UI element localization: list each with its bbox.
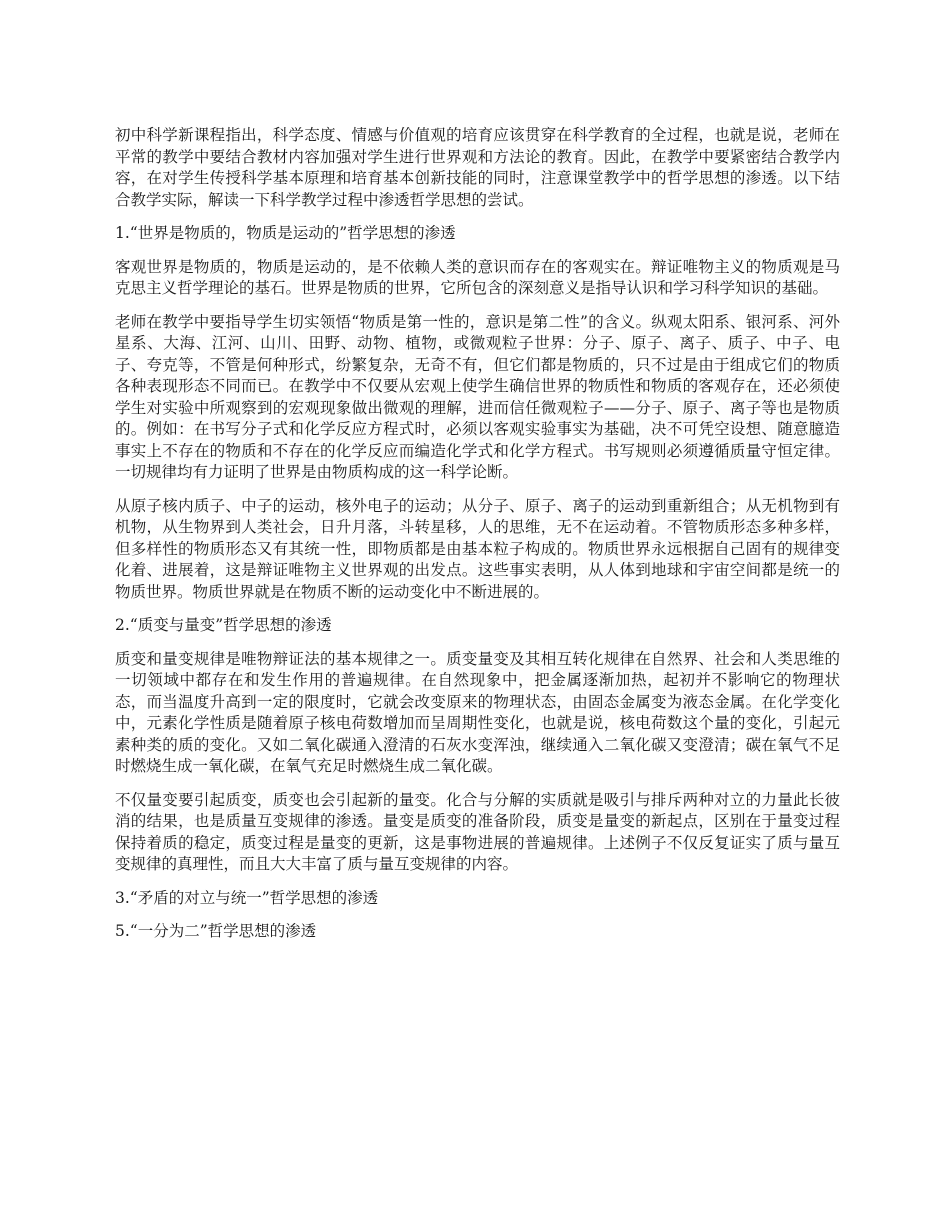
body-paragraph: 不仅量变要引起质变，质变也会引起新的量变。化合与分解的实质就是吸引与排斥两种对立的力量此长彼消的结果，也是质量互变规律的渗透。量变是质变的准备阶段，质变是量变的新起点，区别在于量变过程保持着质的稳定，质变过程是量变的更新，这是事物进展的普遍规律。上述例子不仅反复证实了质与量互变规律的真理性，而且大大丰富了质与量互变规律的内容。 <box>115 790 840 873</box>
section-heading-5: 5.“一分为二”哲学思想的渗透 <box>115 922 317 940</box>
body-paragraph: 客观世界是物质的，物质是运动的，是不依赖人类的意识而存在的客观实在。辩证唯物主义的物质观是马克思主义哲学理论的基石。世界是物质的世界，它所包含的深刻意义是指导认识和学习科学知识的基础。 <box>115 257 840 297</box>
section-heading-3: 3.“矛盾的对立与统一”哲学思想的渗透 <box>115 888 379 907</box>
body-paragraph: 质变和量变规律是唯物辩证法的基本规律之一。质变量变及其相互转化规律在自然界、社会和人类思维的一切领域中都存在和发生作用的普遍规律。在自然现象中，把金属逐渐加热，起初并不影响它的物理状态，而当温度升高到一定的限度时，它就会改变原来的物理状态，由固态金属变为液态金属。在化学变化中，元素化学性质是随着原子核电荷数增加而呈周期性变化，也就是说，核电荷数这个量的变化，引起元素种类的质的变化。又如二氧化碳通入澄清的石灰水变浑浊，继续通入二氧化碳又变澄清；碳在氧气不足时燃烧生成一氧化碳，在氧气充足时燃烧生成二氧化碳。 <box>115 649 840 775</box>
body-paragraph: 老师在教学中要指导学生切实领悟“物质是第一性的，意识是第二性”的含义。纵观太阳系、银河系、河外星系、大海、江河、山川、田野、动物、植物，或微观粒子世界：分子、原子、离子、质子、中子、电子、夸克等，不管是何种形式，纷繁复杂，无奇不有，但它们都是物质的，只不过是由于组成它们的物质各种表现形态不同而已。在教学中不仅要从宏观上使学生确信世界的物质性和物质的客观存在，还必须使学生对实验中所观察到的宏观现象做出微观的理解，进而信任微观粒子——分子、原子、离子等也是物质的。例如：在书写分子式和化学反应方程式时，必须以客观实验事实为基础，决不可凭空设想、随意臆造事实上不存在的物质和不存在的化学反应而编造化学式和化学方程式。书写规则必须遵循质量守恒定律。一切规律均有力证明了世界是由物质构成的这一科学论断。 <box>115 312 840 481</box>
section-heading-1: 1.“世界是物质的，物质是运动的”哲学思想的渗透 <box>115 224 456 242</box>
document-body <box>115 125 840 955</box>
body-paragraph: 从原子核内质子、中子的运动，核外电子的运动；从分子、原子、离子的运动到重新组合；从无机物到有机物，从生物界到人类社会，日升月落，斗转星移，人的思维，无不在运动着。不管物质形态多种多样，但多样性的物质形态又有其统一性，即物质都是由基本粒子构成的。物质世界永远根据自己固有的规律变化着、进展着，这是辩证唯物主义世界观的出发点。这些事实表明，从人体到地球和宇宙空间都是统一的物质世界。物质世界就是在物质不断的运动变化中不断进展的。 <box>115 496 840 601</box>
intro-paragraph: 初中科学新课程指出，科学态度、情感与价值观的培育应该贯穿在科学教育的全过程，也就是说，老师在平常的教学中要结合教材内容加强对学生进行世界观和方法论的教育。因此，在教学中要紧密结合教学内容，在对学生传授科学基本原理和培育基本创新技能的同时，注意课堂教学中的哲学思想的渗透。以下结合教学实际，解读一下科学教学过程中渗透哲学思想的尝试。 <box>115 126 840 209</box>
section-heading-2: 2.“质变与量变”哲学思想的渗透 <box>115 616 332 634</box>
